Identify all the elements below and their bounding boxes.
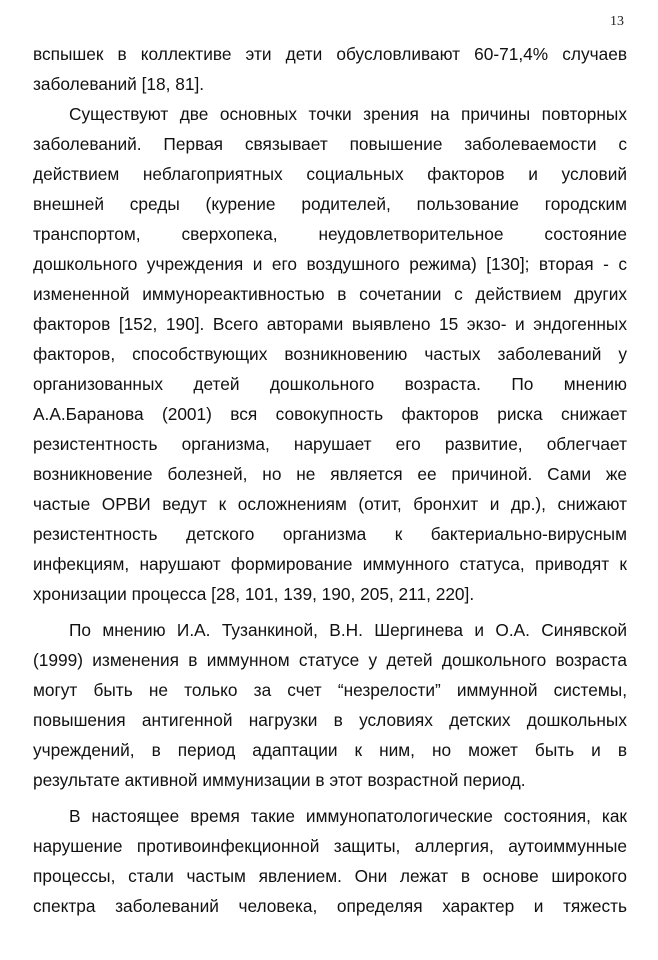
text-line: спектра заболеваний человека, определяя характер и тяжесть (33, 896, 627, 916)
text-line: частые ОРВИ ведут к осложнениям (отит, бронхит и др.), снижают (33, 494, 627, 514)
text-line: вспышек в коллективе эти дети обусловливают 60-71,4% случаев (33, 44, 627, 64)
text-line: А.А.Баранова (2001) вся совокупность факторов риска снижает (33, 404, 627, 424)
text-line: дошкольного учреждения и его воздушного режима) [130]; вторая - с (33, 254, 627, 274)
text-line: могут быть не только за счет “незрелости” иммунной системы, (33, 680, 627, 700)
text-line: измененной иммунореактивностью в сочетании с действием других (33, 284, 627, 304)
document-body (33, 39, 627, 921)
text-line: факторов [152, 190]. Всего авторами выявлено 15 экзо- и эндогенных (33, 314, 627, 334)
text-line: результате активной иммунизации в этот возрастной период. (33, 770, 526, 790)
text-line: процессы, стали частым явлением. Они лежат в основе широкого (33, 866, 627, 886)
text-line: резистентность организма, нарушает его развитие, облегчает (33, 434, 627, 454)
text-line: действием неблагоприятных социальных факторов и условий (33, 164, 627, 184)
text-line: (1999) изменения в иммунном статусе у детей дошкольного возраста (33, 650, 627, 670)
text-line: резистентность детского организма к бактериально-вирусным (33, 524, 627, 544)
text-line: В настоящее время такие иммунопатологические состояния, как (69, 806, 627, 826)
text-line: По мнению И.А. Тузанкиной, В.Н. Шергинева и О.А. Синявской (69, 620, 627, 640)
paragraph-3 (33, 615, 627, 795)
text-line: возникновение болезней, но не является ее причиной. Сами же (33, 464, 627, 484)
text-line: инфекциям, нарушают формирование иммунного статуса, приводят к (33, 554, 627, 574)
text-line: внешней среды (курение родителей, пользование городским (33, 194, 627, 214)
text-line: повышения антигенной нагрузки в условиях детских дошкольных (33, 710, 627, 730)
text-line: факторов, способствующих возникновению частых заболеваний у (33, 344, 627, 364)
page-number: 13 (610, 14, 624, 29)
text-line: заболеваний [18, 81]. (33, 74, 205, 94)
text-line: хронизации процесса [28, 101, 139, 190, 205, 211, 220]. (33, 584, 475, 604)
text-line: учреждений, в период адаптации к ним, но может быть и в (33, 740, 627, 760)
paragraph-4 (33, 801, 627, 921)
paragraph-1 (33, 39, 627, 99)
text-line: заболеваний. Первая связывает повышение заболеваемости с (33, 134, 627, 154)
text-line: транспортом, сверхопека, неудовлетворительное состояние (33, 224, 627, 244)
text-line: нарушение противоинфекционной защиты, аллергия, аутоиммунные (33, 836, 627, 856)
text-line: организованных детей дошкольного возраста. По мнению (33, 374, 627, 394)
text-line: Существуют две основных точки зрения на причины повторных (69, 104, 627, 124)
paragraph-2 (33, 99, 627, 609)
